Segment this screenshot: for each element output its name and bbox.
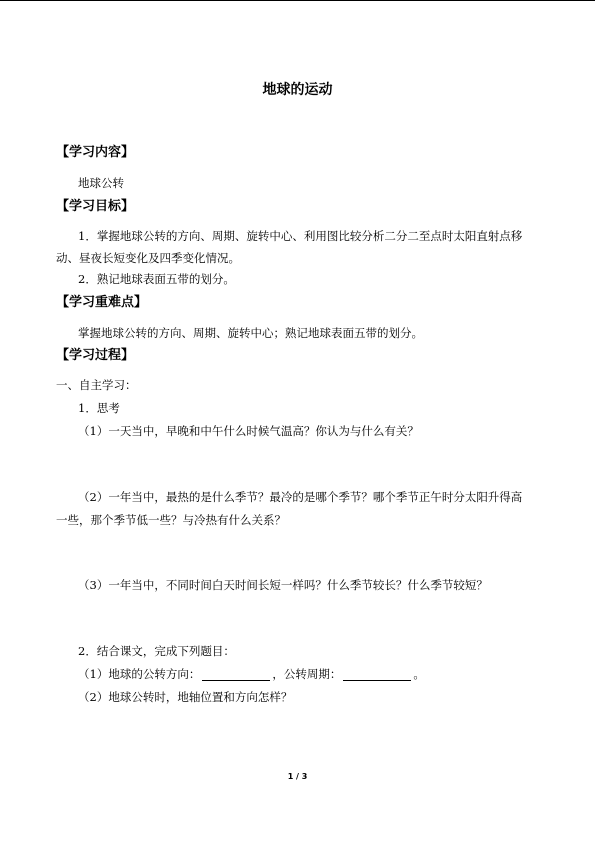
goal-1-line-1: 1．掌握地球公转的方向、周期、旋转中心、利用图比较分析二分二至点时太阳直射点移: [78, 229, 523, 243]
content-text: 地球公转: [78, 176, 124, 190]
goal-2: 2．熟记地球表面五带的划分。: [78, 272, 235, 286]
goal-1-line-2: 动、昼夜长短变化及四季变化情况。: [56, 251, 240, 265]
fill-1-suffix: 。: [413, 667, 425, 681]
revolution-direction-blank[interactable]: [202, 668, 270, 681]
self-study-label: 一、自主学习：: [56, 378, 137, 392]
heading-learning-process: 【学习过程】: [56, 348, 135, 363]
page-top-border: [0, 0, 595, 1]
key-points-text: 掌握地球公转的方向、周期、旋转中心；熟记地球表面五带的划分。: [78, 326, 423, 340]
fill-1-prefix: （1）地球的公转方向：: [78, 667, 201, 681]
page-number: 1 / 3: [287, 772, 308, 781]
heading-learning-content: 【学习内容】: [56, 145, 135, 160]
fill-in-line-2: （2）地球公转时，地轴位置和方向怎样？: [78, 690, 293, 704]
heading-key-points: 【学习重难点】: [56, 295, 148, 310]
question-1: （1）一天当中，早晚和中午什么时候气温高？你认为与什么有关？: [78, 424, 419, 438]
combine-label: 2．结合课文，完成下列题目：: [78, 644, 235, 658]
question-2-line-2: 一些，那个季节低一些？与冷热有什么关系？: [56, 513, 286, 527]
page-title: 地球的运动: [262, 82, 333, 98]
question-3: （3）一年当中，不同时间白天时间长短一样吗？什么季节较长？什么季节较短？: [78, 578, 488, 592]
think-label: 1．思考: [78, 401, 120, 415]
fill-1-middle: ，公转周期：: [272, 667, 342, 681]
fill-in-line-1: [78, 667, 425, 681]
heading-learning-goals: 【学习目标】: [56, 199, 135, 214]
question-2-line-1: （2）一年当中，最热的是什么季节？最冷的是哪个季节？哪个季节正午时分太阳升得高: [78, 490, 523, 504]
revolution-period-blank[interactable]: [343, 668, 411, 681]
